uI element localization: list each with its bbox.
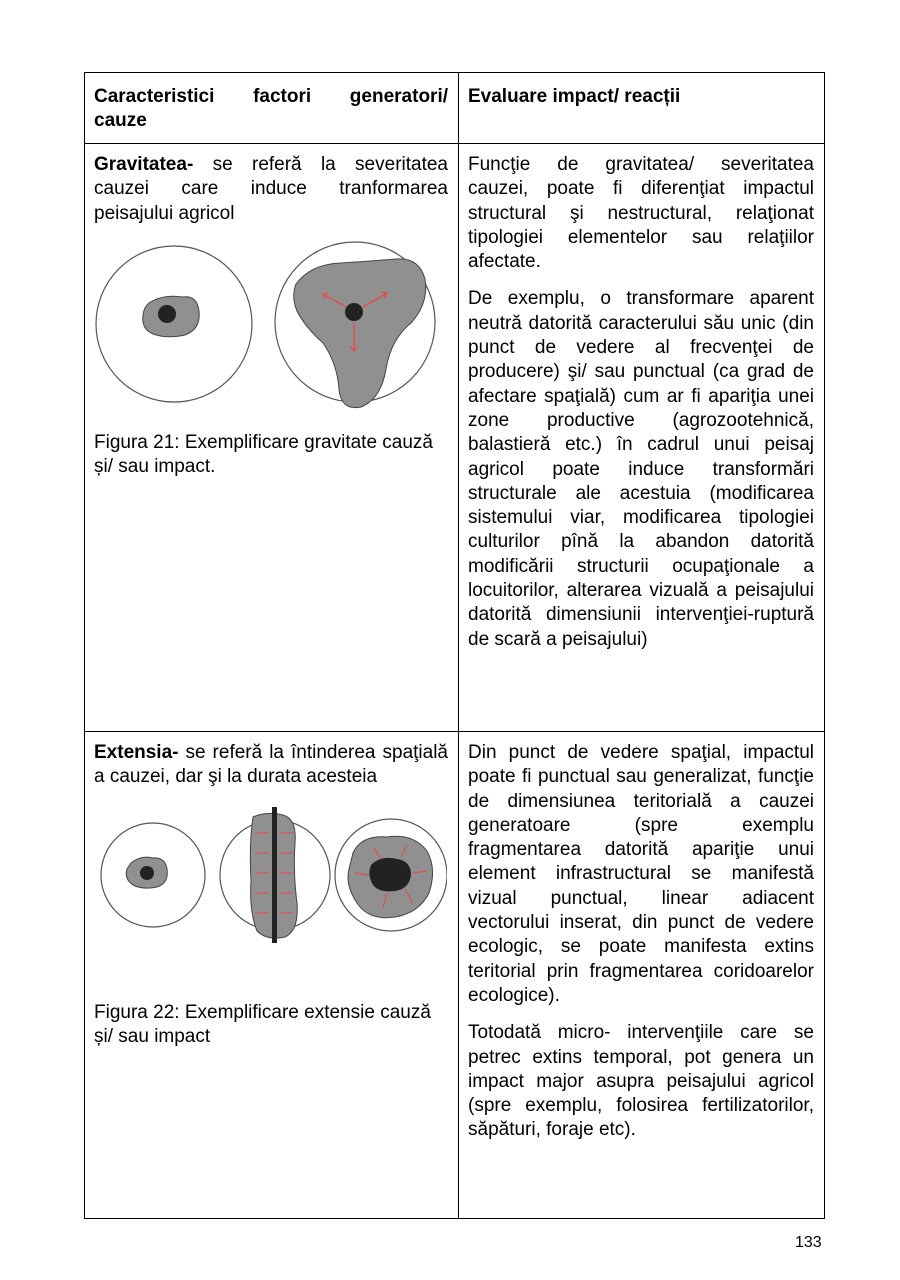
extension-impact-paragraph-1: Din punct de vedere spaţial, impactul poate fi punctual sau generalizat, funcţie de dimensiunea teritorială a cauzei generatoare (spre exemplu fragmentarea datorită apariţie unui element infrastructural se manifestă vizual punctual, linear adiacent vectorului inserat, din punct de vedere ecologic, se poate manifesta extins teritorial prin fragmentarea coridoarelor ecologice). <box>468 742 814 1006</box>
gravity-lead: Gravitatea- <box>94 154 194 175</box>
table-row <box>85 144 825 732</box>
impact-cell-extension <box>459 732 825 1219</box>
impact-cell-gravity <box>459 144 825 732</box>
header-cell-causes <box>85 73 459 144</box>
cause-cell-gravity <box>85 144 459 732</box>
gravity-impact-paragraph-1: Funcţie de gravitatea/ severitatea cauzei, poate fi diferenţiat impactul structural şi nestructural, relaţionat tipologiei elementelor sau relaţiilor afectate. <box>468 154 814 273</box>
extension-lead: Extensia- <box>94 742 179 763</box>
figure-22-caption: Figura 22: Exemplificare extensie cauză și/ sau impact <box>94 1001 431 1047</box>
header-cell-impact <box>459 73 825 144</box>
extension-description <box>94 741 448 790</box>
header-impact-text: Evaluare impact/ reacții <box>468 86 681 107</box>
gravity-text: se referă la severitatea cauzei care induce tranformarea peisajului agricol <box>94 154 448 224</box>
table-header-row <box>85 73 825 144</box>
gravity-impact-paragraph-2: De exemplu, o transformare aparent neutră datorită caracterului său unic (din punct de vedere al frecvenţei de producere) şi/ sau punctual (ca grad de afectare spaţială) cum ar fi apariţia unei zone productive (agrozootehnică, balastieră etc.) în cadrul unui peisaj agricol poate induce transformări structurale ale acestuia (modificarea sistemului viar, modificarea tipologiei culturilor pînă la abandon datorită modificării structurii ocupaţionale a locuitorilor, alterarea vizuală a peisajului datorită dimensiunii intervenţiei-ruptură de scară a peisajului) <box>468 288 814 650</box>
extension-text: se referă la întinderea spaţială a cauzei, dar şi la durata acesteia <box>94 742 448 788</box>
header-causes-line1: Caracteristici factori generatori/ <box>94 86 448 107</box>
figure-22-extension <box>91 803 447 949</box>
table-row <box>85 732 825 1219</box>
page-number: 133 <box>795 1234 822 1251</box>
figure-21-caption: Figura 21: Exemplificare gravitate cauză și/ sau impact. <box>94 431 433 477</box>
impact-table <box>84 72 825 1219</box>
header-causes-line2: cauze <box>94 110 147 131</box>
figure-21-gravity <box>91 239 441 417</box>
cause-cell-extension <box>85 732 459 1219</box>
extension-impact-paragraph-2: Totodată micro- intervenţiile care se petrec extins temporal, pot genera un impact major asupra peisajului agricol (spre exemplu, folosirea fertilizatorilor, săpături, foraje etc). <box>468 1022 814 1141</box>
gravity-description <box>94 153 448 226</box>
